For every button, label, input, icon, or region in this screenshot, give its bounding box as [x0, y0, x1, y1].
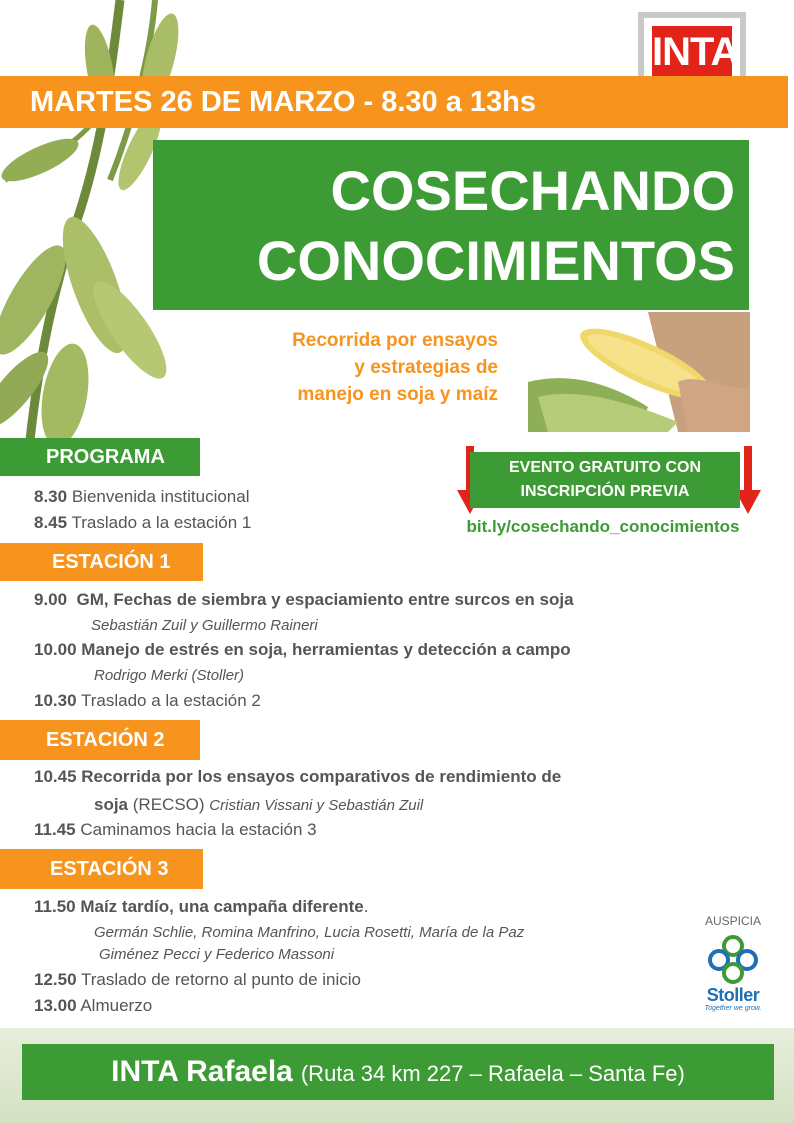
- free-event-box: [470, 452, 740, 508]
- speaker-names: Rodrigo Merki (Stoller): [94, 667, 245, 684]
- corn-in-hands-photo: [528, 312, 750, 432]
- stoller-logo-icon: [706, 934, 760, 984]
- title-line-1: COSECHANDO: [330, 159, 735, 222]
- footer-address: (Ruta 34 km 227 – Rafaela – Santa Fe): [300, 1061, 685, 1086]
- subtitle-line-1: Recorrida por ensayos: [292, 330, 498, 351]
- schedule-item-continued: soja (RECSO) Cristian Vissani y Sebastián Zuil: [94, 795, 424, 814]
- sponsor-name: Stoller: [706, 985, 760, 1005]
- subtitle-line-2: y estrategias de: [354, 357, 498, 378]
- schedule-item: 10.00 Manejo de estrés en soja, herramientas y detección a campo: [34, 640, 571, 659]
- inta-logo-text: INTA: [652, 26, 732, 78]
- schedule-item: 8.30 Bienvenida institucional: [34, 487, 250, 506]
- schedule-item: 10.45 Recorrida por los ensayos comparativos de rendimiento de: [34, 767, 562, 786]
- event-title: [153, 140, 749, 310]
- subtitle-line-3: manejo en soja y maíz: [297, 384, 498, 405]
- title-line-2: CONOCIMIENTOS: [256, 229, 735, 292]
- schedule-item: 8.45 Traslado a la estación 1: [34, 513, 252, 532]
- schedule-item: 13.00 Almuerzo: [34, 996, 153, 1015]
- schedule-item: 11.50 Maíz tardío, una campaña diferente.: [34, 897, 369, 916]
- date-banner: MARTES 26 DE MARZO - 8.30 a 13hs: [0, 76, 788, 128]
- event-line-1: EVENTO GRATUITO CON: [508, 459, 701, 476]
- estacion-3-header: ESTACIÓN 3: [0, 849, 203, 889]
- footer-location: [22, 1044, 774, 1100]
- schedule-item: 10.30 Traslado a la estación 2: [34, 691, 261, 710]
- estacion-2-header: ESTACIÓN 2: [0, 720, 200, 760]
- speaker-names: Germán Schlie, Romina Manfrino, Lucia Rosetti, María de la Paz: [94, 924, 525, 941]
- sponsor-label: AUSPICIA: [704, 914, 761, 928]
- programa-header: PROGRAMA: [0, 438, 200, 476]
- speaker-names: Sebastián Zuil y Guillermo Raineri: [91, 617, 318, 634]
- sponsor-tagline: Together we grow.: [704, 1005, 762, 1012]
- schedule-item: 12.50 Traslado de retorno al punto de inicio: [34, 970, 362, 989]
- estacion-1-header: ESTACIÓN 1: [0, 543, 203, 581]
- event-subtitle: [220, 327, 498, 408]
- schedule-item: 11.45 Caminamos hacia la estación 3: [34, 820, 317, 839]
- speaker-names: Giménez Pecci y Federico Massoni: [99, 946, 335, 963]
- registration-link[interactable]: bit.ly/cosechando_conocimientos: [466, 517, 740, 536]
- footer-venue: INTA Rafaela: [111, 1055, 293, 1088]
- event-line-2: INSCRIPCIÓN PREVIA: [520, 483, 690, 500]
- schedule-item: 9.00 GM, Fechas de siembra y espaciamiento entre surcos en soja: [34, 590, 574, 609]
